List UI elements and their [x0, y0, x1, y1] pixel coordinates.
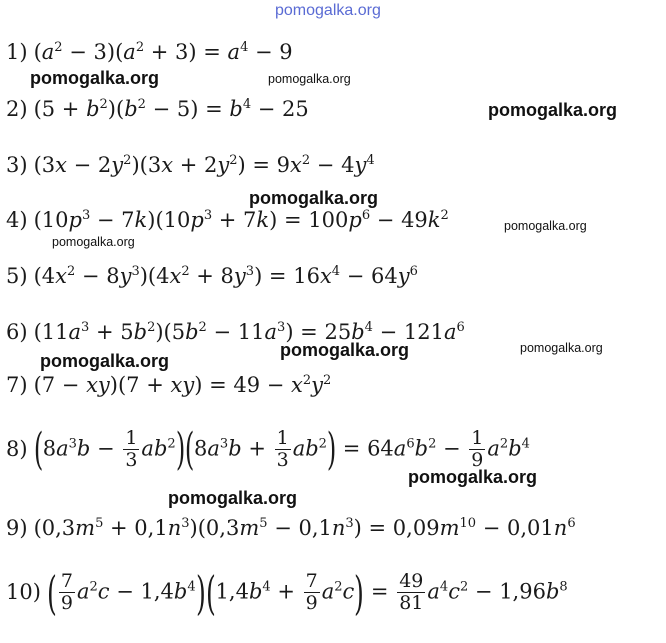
- equation-8: 8) ($8a^3b$ − $\frac{1}{3}$ $ab^2)(8a^3b$ + $\frac{1}{3}$ $ab^2) = 64a^6b^2$ − $\frac{1}{9}$ $a^2b^4$: [6, 424, 530, 475]
- equation-number: 5): [6, 264, 28, 288]
- equation-7: 7) $(7 - xy)(7 + xy) = 49 - x^2y^2$: [6, 373, 332, 397]
- watermark: pomogalka.org: [520, 341, 603, 355]
- watermark: pomogalka.org: [488, 100, 618, 120]
- equation-number: 10): [6, 579, 41, 604]
- equation-number: 6): [6, 320, 28, 344]
- equation-3: 3) $(3x - 2y^2)(3x + 2y^2) = 9x^2 - 4y^4$: [6, 153, 375, 177]
- equation-number: 4): [6, 208, 28, 232]
- equation-number: 1): [6, 40, 28, 64]
- watermark: pomogalka.org: [268, 72, 351, 86]
- watermark: pomogalka.org: [504, 219, 587, 233]
- watermark-top: pomogalka.org: [275, 2, 381, 19]
- watermark: pomogalka.org: [30, 68, 160, 88]
- equation-6: 6) $(11a^3 + 5b^2)(5b^2 - 11a^3) = 25b^4 - 121a^6$: [6, 320, 465, 344]
- equation-10: 10) ( $\frac{7}{9}$ $a^2c - 1,4b^4)(1,4b^4$ + $\frac{7}{9}$ $a^2c$) = $\frac{49}{81}$ $a^4c^2 - 1,96b^8$: [6, 566, 568, 620]
- equation-9: 9) $(0,3m^5 + 0,1n^3)(0,3m^5 - 0,1n^3) = 0,09m^{10} - 0,01n^6$: [6, 516, 576, 540]
- equation-5: 5) $(4x^2 - 8y^3)(4x^2 + 8y^3) = 16x^4 - 64y^6$: [6, 264, 418, 288]
- equation-number: 9): [6, 516, 28, 540]
- equation-1: 1) $(a^2 - 3)(a^2 + 3) = a^4 - 9$: [6, 40, 293, 64]
- watermark: pomogalka.org: [280, 340, 410, 360]
- watermark: pomogalka.org: [249, 188, 379, 208]
- watermark: pomogalka.org: [168, 488, 298, 508]
- watermark: pomogalka.org: [52, 235, 135, 249]
- equation-2: 2) $(5 + b^2)(b^2 - 5) = b^4 - 25$: [6, 97, 309, 121]
- equation-number: 7): [6, 373, 28, 397]
- equation-number: 2): [6, 97, 28, 121]
- watermark: pomogalka.org: [408, 467, 538, 487]
- equation-number: 3): [6, 153, 28, 177]
- equation-number: 8): [6, 436, 28, 461]
- watermark: pomogalka.org: [40, 351, 170, 371]
- equation-4: 4) $(10p^3 - 7k)(10p^3 + 7k) = 100p^6 - 49k^2$: [6, 208, 449, 232]
